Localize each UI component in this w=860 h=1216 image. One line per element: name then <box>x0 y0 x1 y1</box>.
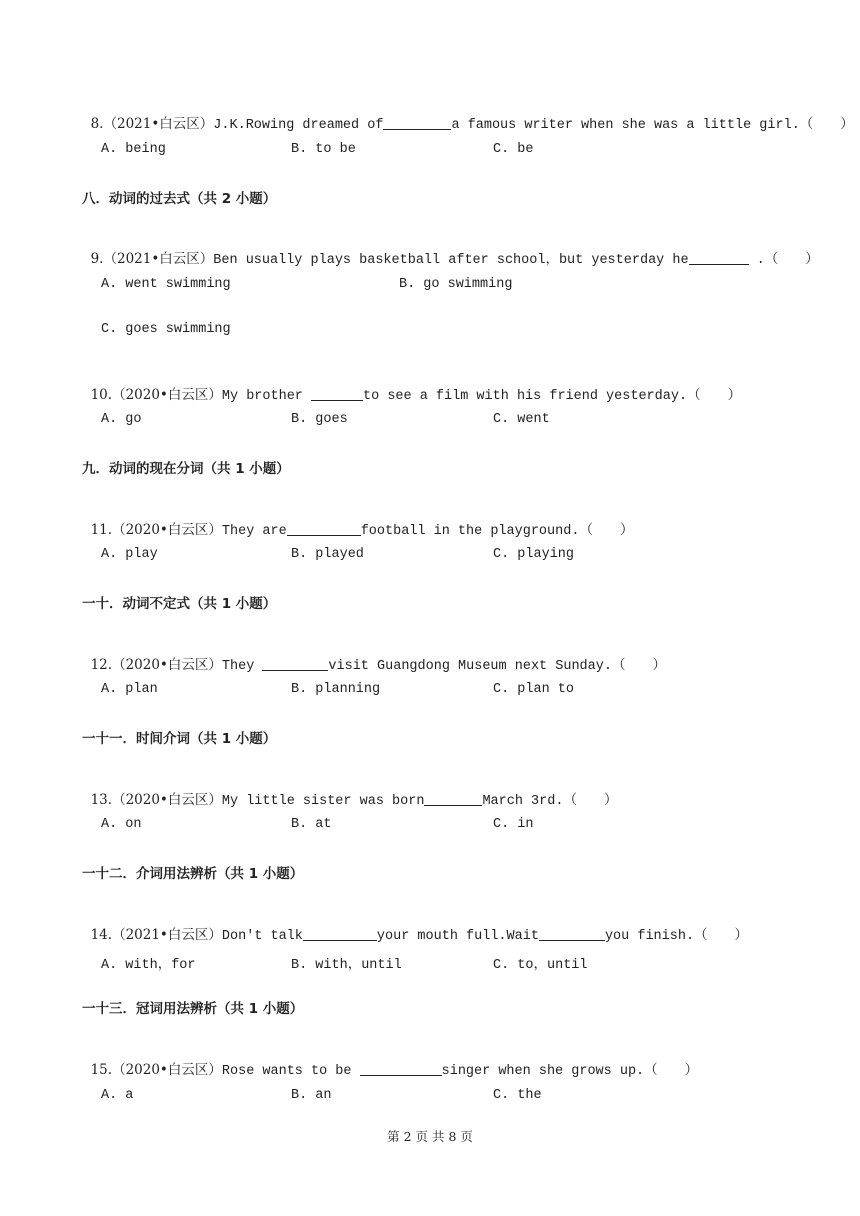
option-a[interactable]: A. went swimming <box>101 277 231 292</box>
question-9 <box>82 231 819 268</box>
option-b[interactable]: B. played <box>291 547 364 562</box>
option-c[interactable]: C. plan to <box>493 682 575 697</box>
option-a[interactable]: A. play <box>101 547 158 562</box>
question-number: 11.（2020•白云区） <box>90 522 222 538</box>
section-heading: 一十一．时间介词（共 1 小题） <box>82 731 277 747</box>
option-a[interactable]: A. a <box>101 1088 134 1103</box>
question-text: They <box>221 659 263 674</box>
answer-blank[interactable] <box>311 386 363 401</box>
question-text: .（ ） <box>748 253 819 268</box>
option-c[interactable]: C. in <box>493 817 534 832</box>
option-a[interactable]: A. plan <box>101 682 158 697</box>
option-c[interactable]: C. to，until <box>493 958 588 973</box>
question-text: your mouth full.Wait <box>376 929 539 944</box>
question-13 <box>82 772 617 809</box>
page-footer: 第 2 页 共 8 页 <box>387 1129 473 1144</box>
question-number: 12.（2020•白云区） <box>90 657 222 673</box>
question-15 <box>82 1042 698 1079</box>
question-text: a famous writer when she was a little girl.（ ） <box>451 118 854 133</box>
section-heading: 九．动词的现在分词（共 1 小题） <box>82 461 290 477</box>
option-a[interactable]: A. being <box>101 142 166 157</box>
question-text: My little sister was born <box>221 794 425 809</box>
option-c[interactable]: C. goes swimming <box>101 322 231 337</box>
answer-blank[interactable] <box>424 791 482 806</box>
option-c[interactable]: C. playing <box>493 547 575 562</box>
question-11 <box>82 502 633 539</box>
option-b[interactable]: B. with，until <box>291 958 402 973</box>
section-heading: 八．动词的过去式（共 2 小题） <box>82 191 277 207</box>
option-c[interactable]: C. be <box>493 142 534 157</box>
answer-blank[interactable] <box>360 1061 442 1076</box>
question-text: to see a film with his friend yesterday.（ ） <box>363 389 742 404</box>
question-text: Don't talk <box>221 929 303 944</box>
answer-blank[interactable] <box>689 250 749 265</box>
question-text: you finish.（ ） <box>604 929 749 944</box>
section-heading: 一十二．介词用法辨析（共 1 小题） <box>82 866 304 882</box>
section-heading: 一十．动词不定式（共 1 小题） <box>82 596 277 612</box>
option-b[interactable]: B. planning <box>291 682 381 697</box>
question-12 <box>82 637 666 674</box>
question-text: football in the playground.（ ） <box>360 524 634 539</box>
question-text: J.K.Rowing dreamed of <box>213 118 384 133</box>
question-number: 15.（2020•白云区） <box>90 1062 222 1078</box>
question-number: 9.（2021•白云区） <box>90 251 214 267</box>
option-a[interactable]: A. go <box>101 412 142 427</box>
question-text: visit Guangdong Museum next Sunday.（ ） <box>328 659 666 674</box>
option-a[interactable]: A. on <box>101 817 142 832</box>
question-text: Ben usually plays basketball after school，but yesterday he <box>213 253 689 268</box>
question-text: My brother <box>221 389 312 404</box>
question-number: 8.（2021•白云区） <box>90 116 214 132</box>
option-b[interactable]: B. at <box>291 817 332 832</box>
option-a[interactable]: A. with，for <box>101 958 196 973</box>
question-14 <box>82 907 748 944</box>
option-c[interactable]: C. the <box>493 1088 542 1103</box>
question-number: 10.（2020•白云区） <box>90 387 222 403</box>
question-text: Rose wants to be <box>221 1064 360 1079</box>
answer-blank[interactable] <box>287 521 361 536</box>
answer-blank[interactable] <box>262 656 328 671</box>
option-b[interactable]: B. to be <box>291 142 356 157</box>
question-number: 14.（2021•白云区） <box>90 927 222 943</box>
question-number: 13.（2020•白云区） <box>90 792 222 808</box>
question-text: March 3rd.（ ） <box>482 794 618 809</box>
answer-blank[interactable] <box>539 926 605 941</box>
option-b[interactable]: B. go swimming <box>399 277 513 292</box>
section-heading: 一十三．冠词用法辨析（共 1 小题） <box>82 1001 304 1017</box>
question-10 <box>82 367 741 404</box>
answer-blank[interactable] <box>303 926 377 941</box>
question-text: singer when she grows up.（ ） <box>441 1064 699 1079</box>
option-b[interactable]: B. goes <box>291 412 348 427</box>
question-8 <box>82 96 854 133</box>
option-c[interactable]: C. went <box>493 412 550 427</box>
answer-blank[interactable] <box>383 115 451 130</box>
question-text: They are <box>221 524 287 539</box>
option-b[interactable]: B. an <box>291 1088 332 1103</box>
